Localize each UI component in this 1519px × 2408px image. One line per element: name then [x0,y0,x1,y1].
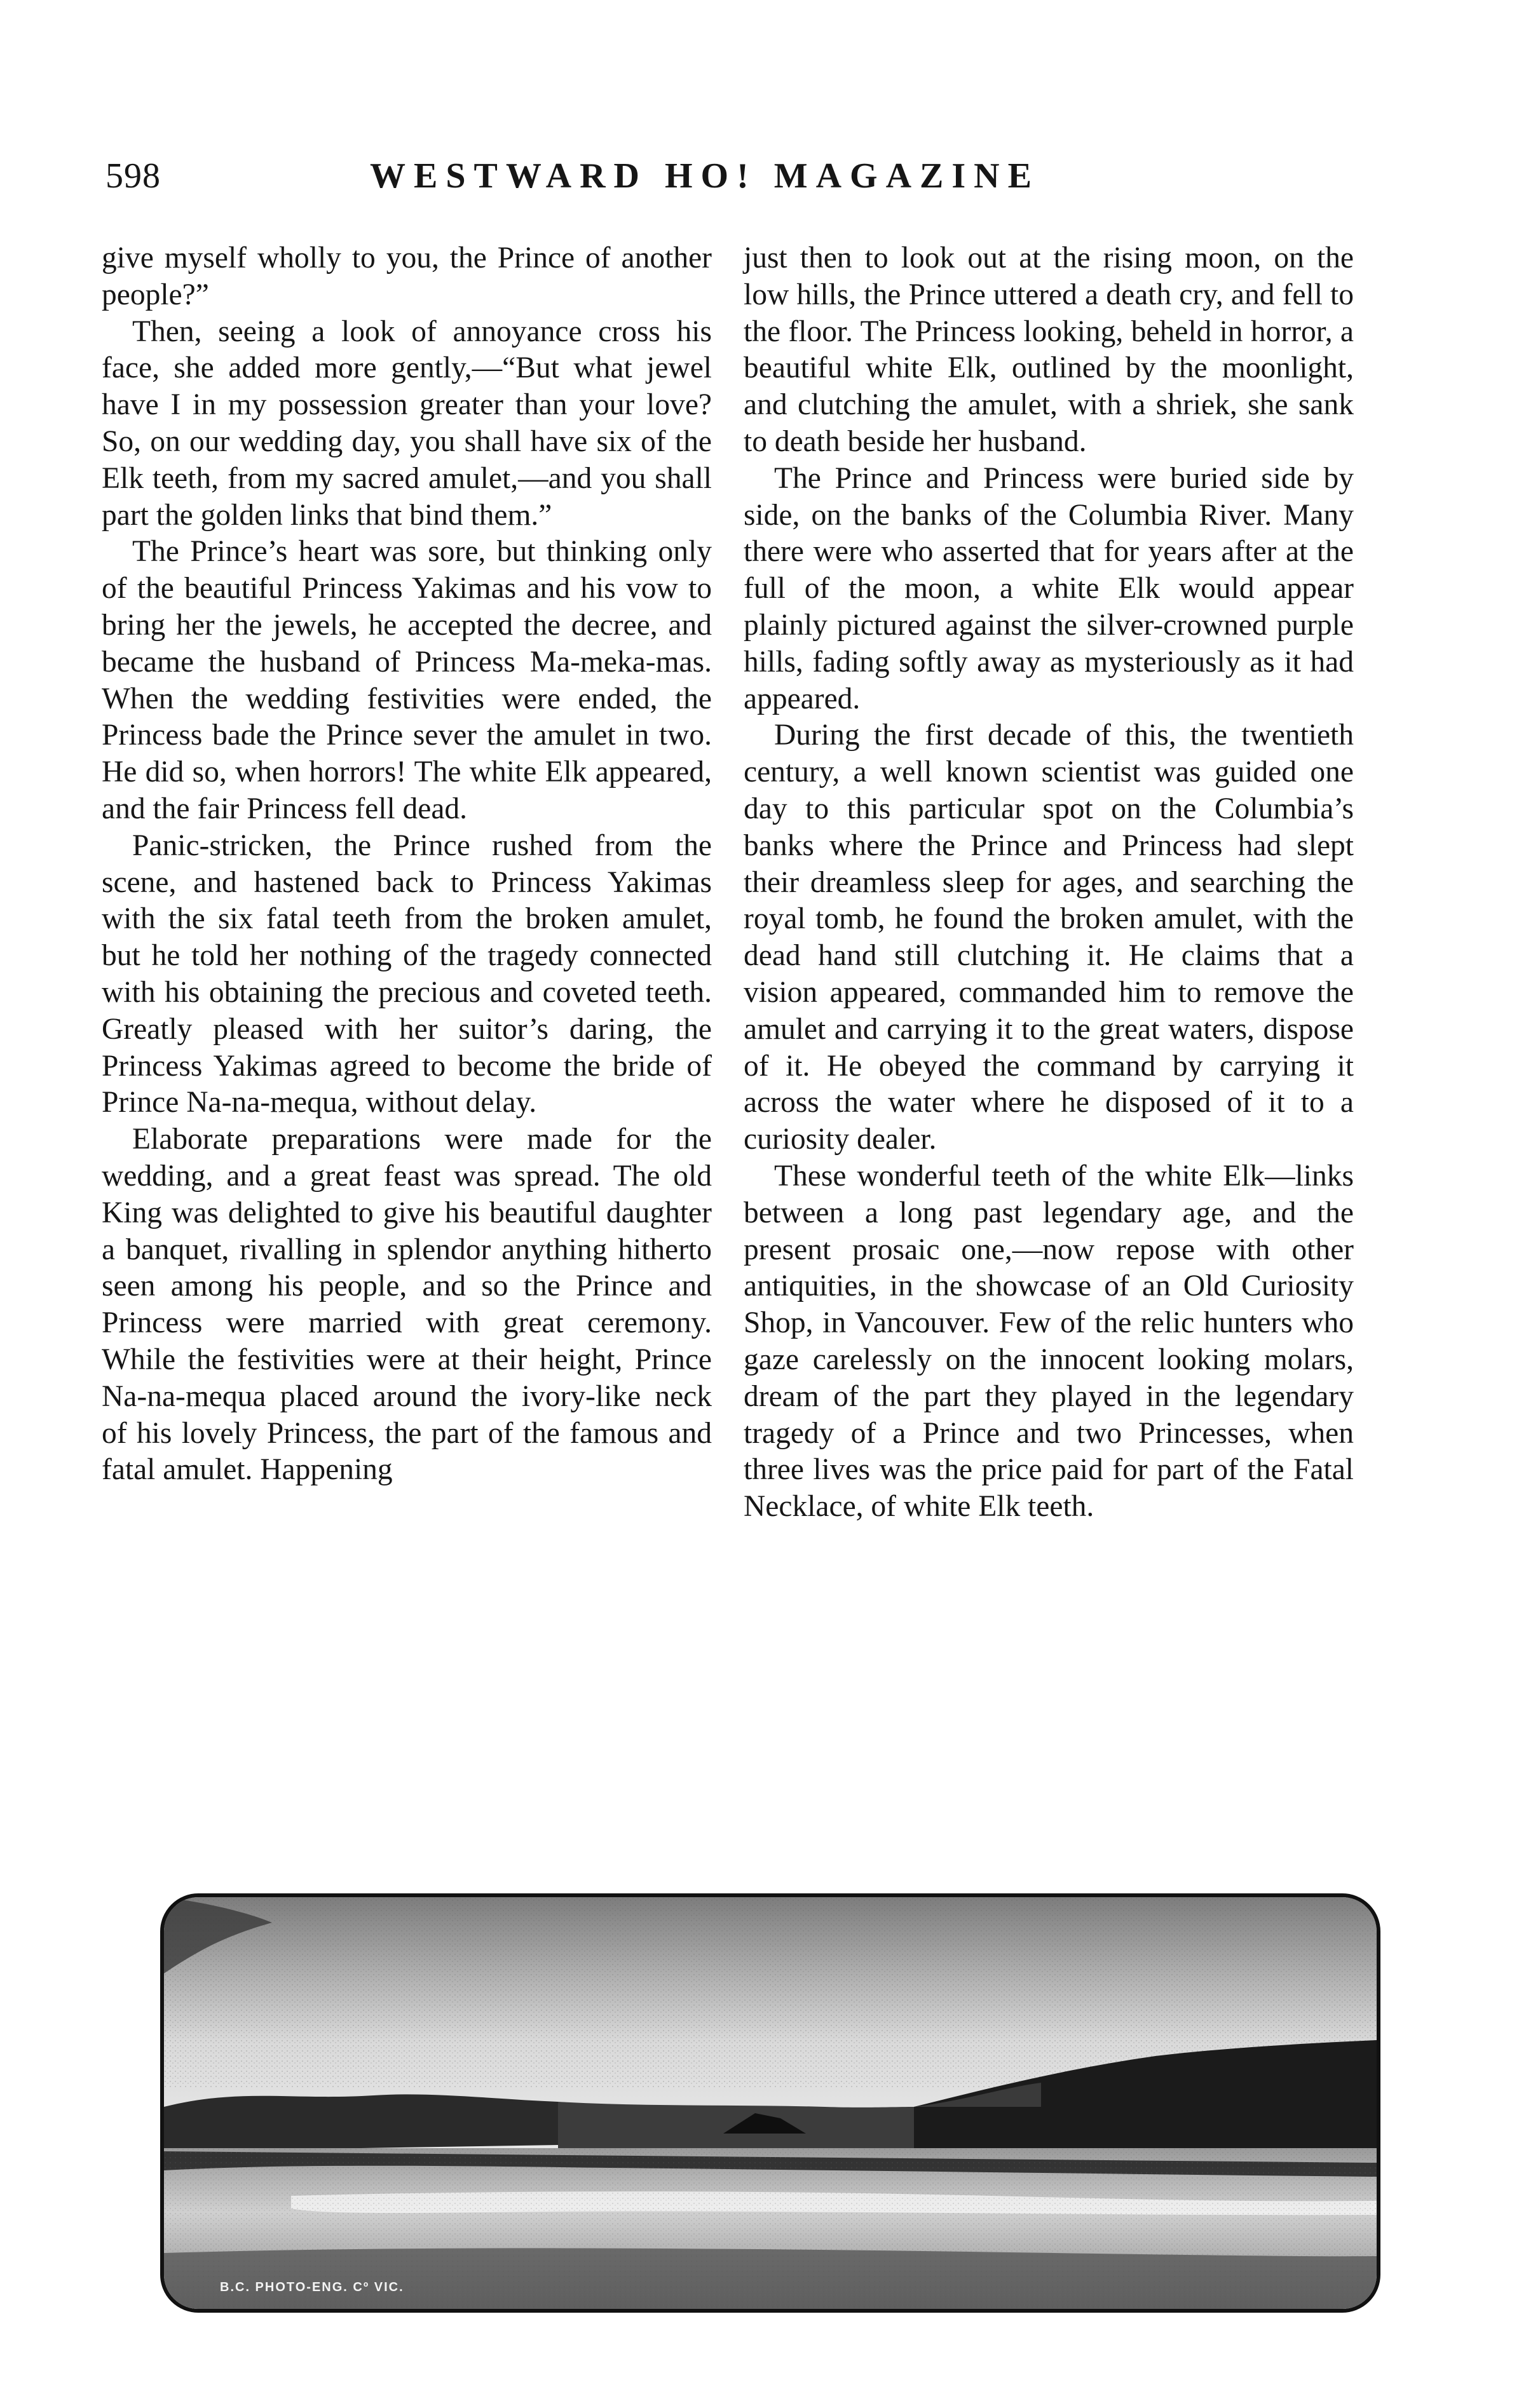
left-column [102,240,712,1489]
page-header [0,156,1519,200]
paragraph: just then to look out at the rising moon, on the low hills, the Prince uttered a death cry, and fell to the floor. The Princess looking, beheld in horror, a beautiful white Elk, outlined by the moonlight, and clutching the amulet, with a shriek, she sank to death beside her husband. [744,241,1354,458]
paragraph: These wonderful teeth of the white Elk—links between a long past legendary age, and the present prosaic one,—now repose with other antiquities, in the showcase of an Old Curiosity Shop, in Vancouver. Few of the relic hunters who gaze carelessly on the innocent looking molars, dream of the part they played in the legendary tragedy of a Prince and two Princesses, when three lives was the price paid for part of the Fatal Necklace, of white Elk teeth. [744,1159,1354,1524]
paragraph: give myself wholly to you, the Prince of another people?” [102,241,712,311]
river-landscape-image [164,1897,1377,2309]
paragraph: During the first decade of this, the twentieth century, a well known scientist was guided one day to this particular spot on the Columbia’s banks where the Prince and Princess had slept their dreamless sleep for ages, and searching the royal tomb, he found the broken amulet, with the dead hand still clutching it. He claims that a vision appeared, commanded him to remove the amulet and carrying it to the great waters, dispose of it. He obeyed the command by carrying it across the water where he disposed of it to a curiosity dealer. [744,719,1354,1156]
far-hills-left [164,2094,558,2151]
engraver-credit: B.C. PHOTO-ENG. Cº VIC. [220,2280,404,2294]
paragraph: Elaborate preparations were made for the wedding, and a great feast was spread. The old King was delighted to give his beautiful daughter a banquet, rivalling in splendor anything hitherto seen among his people, and so the Prince and Princess were married with great ceremony. While the festivities were at their height, Prince Na-na-mequa placed around the ivory-like neck of his lovely Princess, the part of the famous and fatal amulet. Happening [102,1123,712,1487]
paragraph: Then, seeing a look of annoyance cross his face, she added more gently,—“But what jewel have I in my possession greater than your love? So, on our wedding day, you shall have six of the Elk teeth, from my sacred amulet,—and you shall part the golden links that bind them.” [102,315,712,532]
running-title: WESTWARD HO! MAGAZINE [370,156,1040,196]
paragraph: The Prince and Princess were buried side by side, on the banks of the Columbia River. Many there were who asserted that for years after at the full of the moon, a white Elk would appear plainly pictured against the silver-crowned purple hills, fading softly away as mysteriously as it had appeared. [744,461,1354,715]
landscape-photo [160,1893,1380,2313]
paragraph: The Prince’s heart was sore, but thinking only of the beautiful Princess Yakimas and his vow to bring her the jewels, he accepted the decree, and became the husband of Princess Ma-meka-mas. When the wedding festivities were ended, the Princess bade the Prince sever the amulet in two. He did so, when horrors! The white Elk appeared, and the fair Princess fell dead. [102,535,712,825]
page-number: 598 [106,156,161,196]
right-column [744,240,1354,1525]
paragraph: Panic-stricken, the Prince rushed from the scene, and hastened back to Princess Yakimas with the six fatal teeth from the broken amulet, but he told her nothing of the tragedy connected with his obtaining the precious and coveted teeth. Greatly pleased with her suitor’s daring, the Princess Yakimas agreed to become the bride of Prince Na-na-mequa, without delay. [102,829,712,1119]
